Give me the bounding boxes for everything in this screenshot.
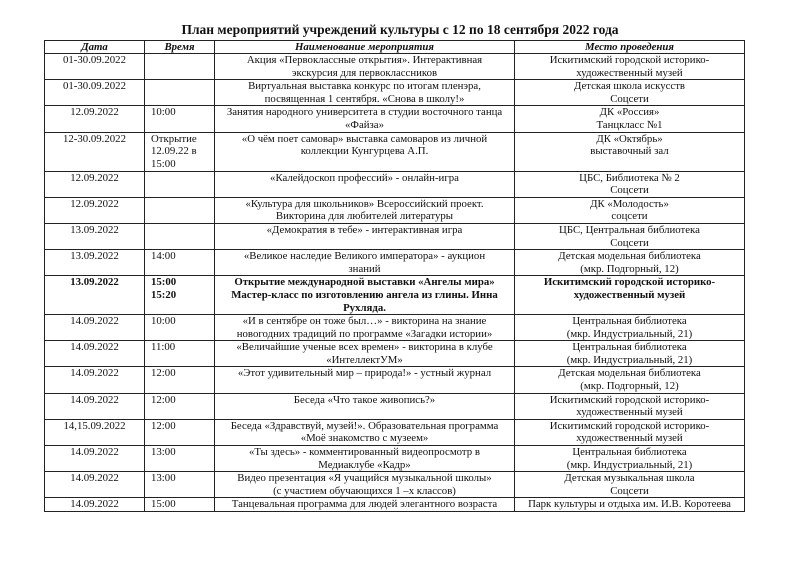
cell-event bbox=[215, 106, 515, 132]
cell-event bbox=[215, 472, 515, 498]
header-date: Дата bbox=[45, 41, 145, 54]
cell-event-line: Викторина для любителей литературы bbox=[275, 210, 454, 223]
cell-place-line: Искитимский городской историко- bbox=[549, 419, 710, 432]
cell-event bbox=[215, 315, 515, 341]
cell-event-line: «Моё знакомство с музеем» bbox=[300, 432, 429, 445]
cell-date: 13.09.2022 bbox=[45, 250, 145, 276]
cell-time-line: 15:00 bbox=[151, 157, 176, 170]
cell-date: 14.09.2022 bbox=[45, 472, 145, 498]
cell-time-line: 12:00 bbox=[151, 393, 176, 406]
cell-place-line: Соцсети bbox=[610, 92, 649, 105]
table-row bbox=[45, 106, 745, 132]
cell-place bbox=[515, 80, 745, 106]
cell-event-line: знаний bbox=[348, 262, 381, 275]
cell-place bbox=[515, 341, 745, 367]
cell-place-line: ЦБС, Библиотека № 2 bbox=[579, 171, 680, 184]
cell-event bbox=[215, 419, 515, 445]
table-row bbox=[45, 315, 745, 341]
cell-place-line: Соцсети bbox=[610, 184, 649, 197]
cell-date: 14.09.2022 bbox=[45, 393, 145, 419]
cell-place-line: художественный музей bbox=[573, 288, 686, 301]
cell-time-line: 15:00 bbox=[151, 276, 177, 289]
cell-time-line: 12:00 bbox=[151, 367, 176, 380]
cell-place-line: (мкр. Индустриальный, 21) bbox=[566, 327, 693, 340]
page-title: План мероприятий учреждений культуры с 12 по 18 сентября 2022 года bbox=[181, 22, 619, 37]
cell-event-line: новогодних традиций по программе «Загадки истории» bbox=[236, 327, 493, 340]
cell-date: 14.09.2022 bbox=[45, 498, 145, 512]
cell-place-line: соцсети bbox=[611, 210, 648, 223]
cell-time bbox=[145, 419, 215, 445]
cell-event bbox=[215, 276, 515, 315]
cell-event-line: коллекции Кунгурцева А.П. bbox=[300, 145, 429, 158]
cell-time bbox=[145, 223, 215, 249]
cell-time bbox=[145, 276, 215, 315]
cell-event-line: «Демократия в тебе» - интерактивная игра bbox=[266, 223, 463, 236]
cell-event-line: экскурсия для первоклассников bbox=[291, 66, 438, 79]
cell-event-line: «Культура для школьников» Всероссийский проект. bbox=[245, 197, 484, 210]
cell-place-line: ЦБС, Центральная библиотека bbox=[559, 223, 700, 236]
cell-time-line: 10:00 bbox=[151, 106, 176, 119]
header-place: Место проведения bbox=[515, 41, 745, 54]
table-header-row bbox=[45, 41, 745, 54]
table-body bbox=[45, 54, 745, 512]
table-row bbox=[45, 446, 745, 472]
cell-event-line: Видео презентация «Я учащийся музыкальной школы» bbox=[237, 472, 492, 485]
table-row bbox=[45, 171, 745, 197]
cell-event-line: «Величайшие ученые всех времен» - викторина в клубе bbox=[236, 341, 493, 354]
header-event: Наименование мероприятия bbox=[215, 41, 515, 54]
cell-time bbox=[145, 80, 215, 106]
cell-place-line: Парк культуры и отдыха им. И.В. Коротеева bbox=[528, 498, 731, 511]
cell-place-line: Центральная библиотека bbox=[572, 341, 687, 354]
cell-place bbox=[515, 106, 745, 132]
cell-event-line: «Великое наследие Великого императора» - аукцион bbox=[243, 250, 486, 263]
cell-event-line: Танцевальная программа для людей элегантного возраста bbox=[231, 498, 498, 511]
table-row bbox=[45, 80, 745, 106]
cell-place bbox=[515, 315, 745, 341]
cell-time bbox=[145, 341, 215, 367]
cell-event-line: Беседа «Что такое живопись?» bbox=[293, 393, 436, 406]
table-row bbox=[45, 341, 745, 367]
events-table bbox=[44, 40, 745, 512]
cell-event bbox=[215, 393, 515, 419]
cell-place-line: Центральная библиотека bbox=[572, 446, 687, 459]
cell-event-line: «О чём поет самовар» выставка самоваров из личной bbox=[241, 132, 488, 145]
cell-event bbox=[215, 80, 515, 106]
cell-date: 12.09.2022 bbox=[45, 106, 145, 132]
cell-place bbox=[515, 498, 745, 512]
cell-date: 01-30.09.2022 bbox=[45, 54, 145, 80]
cell-place bbox=[515, 54, 745, 80]
cell-place-line: (мкр. Подгорный, 12) bbox=[580, 380, 679, 393]
cell-event-line: Виртуальная выставка конкурс по итогам пленэра, bbox=[248, 80, 481, 93]
table-row bbox=[45, 393, 745, 419]
cell-place-line: ДК «Октябрь» bbox=[596, 132, 663, 145]
cell-date: 14.09.2022 bbox=[45, 367, 145, 393]
cell-date: 12.09.2022 bbox=[45, 197, 145, 223]
cell-place bbox=[515, 472, 745, 498]
cell-event-line: «Этот удивительный мир – природа!» - устный журнал bbox=[237, 367, 492, 380]
table-row bbox=[45, 132, 745, 171]
cell-date: 14.09.2022 bbox=[45, 446, 145, 472]
cell-time-line: 13:00 bbox=[151, 472, 176, 485]
table-row bbox=[45, 498, 745, 512]
cell-event bbox=[215, 341, 515, 367]
cell-time bbox=[145, 106, 215, 132]
cell-event bbox=[215, 367, 515, 393]
cell-place bbox=[515, 446, 745, 472]
cell-time bbox=[145, 498, 215, 512]
cell-time bbox=[145, 315, 215, 341]
cell-place bbox=[515, 171, 745, 197]
cell-time-line: 11:00 bbox=[151, 341, 176, 354]
cell-date: 14.09.2022 bbox=[45, 315, 145, 341]
cell-place-line: Детская модельная библиотека bbox=[558, 367, 701, 380]
cell-event-line: «ИнтеллектУМ» bbox=[326, 353, 403, 366]
cell-place-line: Детская школа искусств bbox=[573, 80, 686, 93]
cell-place-line: (мкр. Индустриальный, 21) bbox=[566, 458, 693, 471]
table-row bbox=[45, 250, 745, 276]
table-row bbox=[45, 472, 745, 498]
cell-place-line: Соцсети bbox=[610, 484, 649, 497]
cell-event bbox=[215, 250, 515, 276]
cell-place bbox=[515, 132, 745, 171]
cell-place-line: Соцсети bbox=[610, 236, 649, 249]
cell-time-line: 15:00 bbox=[151, 498, 176, 511]
table-row bbox=[45, 223, 745, 249]
table-row bbox=[45, 197, 745, 223]
cell-event bbox=[215, 223, 515, 249]
cell-event bbox=[215, 171, 515, 197]
cell-place-line: Искитимский городской историко- bbox=[549, 393, 710, 406]
cell-date: 12-30.09.2022 bbox=[45, 132, 145, 171]
cell-event-line: посвященная 1 сентября. «Снова в школу!» bbox=[264, 92, 465, 105]
table-row bbox=[45, 419, 745, 445]
cell-time bbox=[145, 132, 215, 171]
cell-place-line: Центральная библиотека bbox=[572, 315, 687, 328]
cell-place-line: ДК «Россия» bbox=[599, 106, 660, 119]
cell-event-line: «Файза» bbox=[345, 118, 384, 131]
cell-time-line: 13:00 bbox=[151, 446, 176, 459]
cell-event-line: «И в сентябре он тоже был…» - викторина на знание bbox=[242, 315, 487, 328]
cell-time-line: 12.09.22 в bbox=[151, 145, 197, 158]
cell-event bbox=[215, 498, 515, 512]
cell-time bbox=[145, 250, 215, 276]
cell-place-line: Искитимский городской историко- bbox=[543, 276, 716, 289]
cell-place-line: ДК «Молодость» bbox=[590, 197, 669, 210]
cell-time bbox=[145, 197, 215, 223]
cell-event bbox=[215, 54, 515, 80]
cell-event bbox=[215, 446, 515, 472]
table-row bbox=[45, 54, 745, 80]
cell-place bbox=[515, 197, 745, 223]
cell-time-line: 15:20 bbox=[151, 288, 177, 301]
cell-event-line: Открытие международной выставки «Ангелы мира» bbox=[234, 276, 495, 289]
cell-event bbox=[215, 197, 515, 223]
cell-place bbox=[515, 393, 745, 419]
cell-place-line: Детская музыкальная школа bbox=[564, 472, 695, 485]
cell-time bbox=[145, 393, 215, 419]
table-row bbox=[45, 367, 745, 393]
cell-event bbox=[215, 132, 515, 171]
table-row bbox=[45, 276, 745, 315]
cell-time-line: 14:00 bbox=[151, 250, 176, 263]
cell-time bbox=[145, 472, 215, 498]
cell-place bbox=[515, 367, 745, 393]
cell-time bbox=[145, 367, 215, 393]
cell-event-line: «Калейдоскоп профессий» - онлайн-игра bbox=[270, 171, 459, 184]
cell-event-line: Мастер-класс по изготовлению ангела из глины. Инна bbox=[231, 288, 498, 301]
cell-place-line: Искитимский городской историко- bbox=[549, 54, 710, 66]
header-time: Время bbox=[145, 41, 215, 54]
cell-date: 13.09.2022 bbox=[45, 223, 145, 249]
cell-event-line: Рухляда. bbox=[343, 301, 386, 314]
cell-time-line: Открытие bbox=[151, 132, 197, 145]
cell-place bbox=[515, 223, 745, 249]
cell-event-line: (с участием обучающихся 1 –х классов) bbox=[273, 484, 456, 497]
cell-place-line: художественный музей bbox=[576, 66, 683, 79]
cell-place-line: художественный музей bbox=[576, 432, 683, 445]
cell-event-line: Беседа «Здравствуй, музей!». Образовательная программа bbox=[230, 419, 499, 432]
cell-time bbox=[145, 54, 215, 80]
cell-place bbox=[515, 419, 745, 445]
cell-place-line: (мкр. Индустриальный, 21) bbox=[566, 353, 693, 366]
cell-date: 12.09.2022 bbox=[45, 171, 145, 197]
cell-event-line: «Ты здесь» - комментированный видеопросмотр в bbox=[249, 446, 480, 459]
cell-date: 13.09.2022 bbox=[45, 276, 145, 315]
cell-time-line: 12:00 bbox=[151, 419, 176, 432]
cell-place-line: Танцкласс №1 bbox=[596, 118, 663, 131]
cell-date: 14.09.2022 bbox=[45, 341, 145, 367]
cell-date: 01-30.09.2022 bbox=[45, 80, 145, 106]
cell-place-line: выставочный зал bbox=[590, 145, 669, 158]
cell-event-line: Занятия народного университета в студии восточного танца bbox=[226, 106, 503, 119]
cell-date: 14,15.09.2022 bbox=[45, 419, 145, 445]
cell-time bbox=[145, 446, 215, 472]
cell-time-line: 10:00 bbox=[151, 315, 176, 328]
cell-place bbox=[515, 250, 745, 276]
cell-place-line: художественный музей bbox=[576, 406, 683, 419]
cell-time bbox=[145, 171, 215, 197]
cell-place-line: (мкр. Подгорный, 12) bbox=[580, 262, 679, 275]
cell-place bbox=[515, 276, 745, 315]
cell-event-line: Акция «Первоклассные открытия». Интерактивная bbox=[246, 54, 483, 66]
cell-place-line: Детская модельная библиотека bbox=[558, 250, 701, 263]
cell-event-line: Медиаклубе «Кадр» bbox=[318, 458, 411, 471]
